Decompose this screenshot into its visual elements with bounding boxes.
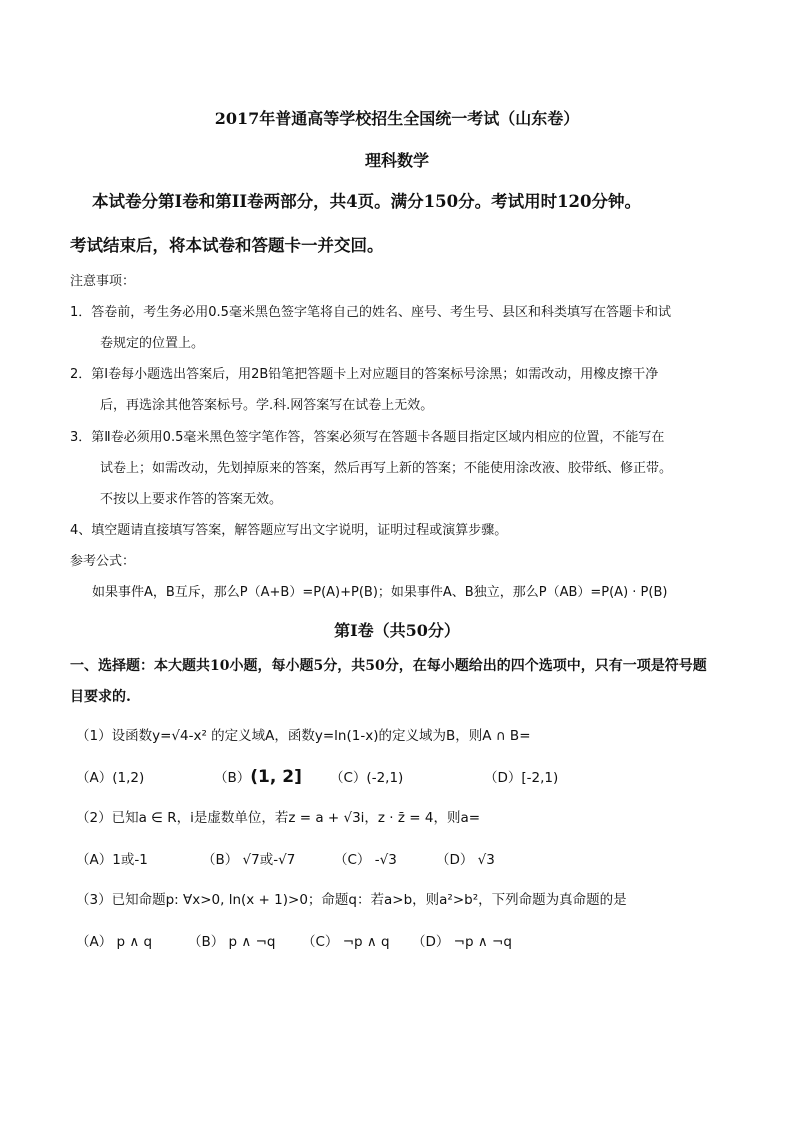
q3-stem: （3）已知命题p: ∀x>0, ln(x + 1)>0；命题q：若a>b，则a²>b²，下列命题为真命题的是 bbox=[76, 892, 627, 908]
note-3-line-2: 试卷上；如需改动，先划掉原来的答案，然后再写上新的答案；不能使用涂改液、胶带纸、修正带。 bbox=[100, 461, 673, 476]
q2-option-c: （C） -√3 bbox=[334, 852, 397, 868]
q1-option-b-label: （B） bbox=[214, 770, 251, 786]
section-instruction-line-1: 一、选择题：本大题共10小题，每小题5分，共50分，在每小题给出的四个选项中，只有一项是符号题 bbox=[70, 658, 707, 674]
q2-option-a: （A）1或-1 bbox=[76, 852, 148, 868]
q2-option-b: （B） √7或-√7 bbox=[202, 852, 296, 868]
intro-line-1: 本试卷分第Ⅰ卷和第II卷两部分，共4页。满分150分。考试用时120分钟。 bbox=[92, 192, 642, 211]
q2-stem: （2）已知a ∈ R，i是虚数单位，若z = a + √3i，z · z̄ = 4，则a= bbox=[76, 810, 481, 826]
q3-option-b: （B） p ∧ ¬q bbox=[188, 934, 276, 950]
section-title: 第Ⅰ卷（共50分） bbox=[334, 621, 460, 640]
q3-option-a: （A） p ∧ q bbox=[76, 934, 153, 950]
exam-title: 2017年普通高等学校招生全国统一考试（山东卷） bbox=[214, 109, 580, 128]
q1-stem: （1）设函数y=√4-x² 的定义域A，函数y=ln(1-x)的定义域为B，则A ∩ B= bbox=[76, 728, 531, 744]
q3-option-d: （D） ¬p ∧ ¬q bbox=[412, 934, 512, 950]
q1-option-c: （C）(-2,1) bbox=[330, 770, 404, 786]
q3-option-c: （C） ¬p ∧ q bbox=[302, 934, 390, 950]
note-3-line-1: 3．第Ⅱ卷必须用0.5毫米黑色签字笔作答，答案必须写在答题卡各题目指定区域内相应的位置，不能写在 bbox=[70, 430, 665, 445]
note-4: 4、填空题请直接填写答案，解答题应写出文字说明，证明过程或演算步骤。 bbox=[70, 523, 508, 538]
intro-line-2: 考试结束后，将本试卷和答题卡一并交回。 bbox=[70, 236, 384, 255]
q1-option-d: （D）[-2,1) bbox=[484, 770, 559, 786]
formula-text: 如果事件A，B互斥，那么P（A+B）=P(A)+P(B)；如果事件A、B独立，那么P（AB）=P(A) · P(B) bbox=[92, 585, 668, 600]
note-1-line-1: 1．答卷前，考生务必用0.5毫米黑色签字笔将自己的姓名、座号、考生号、县区和科类填写在答题卡和试 bbox=[70, 305, 671, 320]
note-1-line-2: 卷规定的位置上。 bbox=[100, 336, 205, 351]
note-3-line-3: 不按以上要求作答的答案无效。 bbox=[100, 492, 283, 507]
q2-option-d: （D） √3 bbox=[436, 852, 495, 868]
formula-heading: 参考公式： bbox=[70, 554, 136, 569]
q1-option-b bbox=[214, 766, 302, 787]
q1-option-b-value: (1, 2] bbox=[250, 767, 302, 787]
note-2-line-1: 2．第Ⅰ卷每小题选出答案后，用2B铅笔把答题卡上对应题目的答案标号涂黑；如需改动，用橡皮擦干净 bbox=[70, 367, 659, 382]
notes-heading: 注意事项： bbox=[70, 274, 136, 289]
note-2-line-2: 后，再选涂其他答案标号。学.科.网答案写在试卷上无效。 bbox=[100, 398, 434, 413]
section-instruction-line-2: 目要求的. bbox=[70, 689, 131, 705]
subject-title: 理科数学 bbox=[364, 151, 429, 170]
q1-option-a: （A）(1,2) bbox=[76, 770, 145, 786]
